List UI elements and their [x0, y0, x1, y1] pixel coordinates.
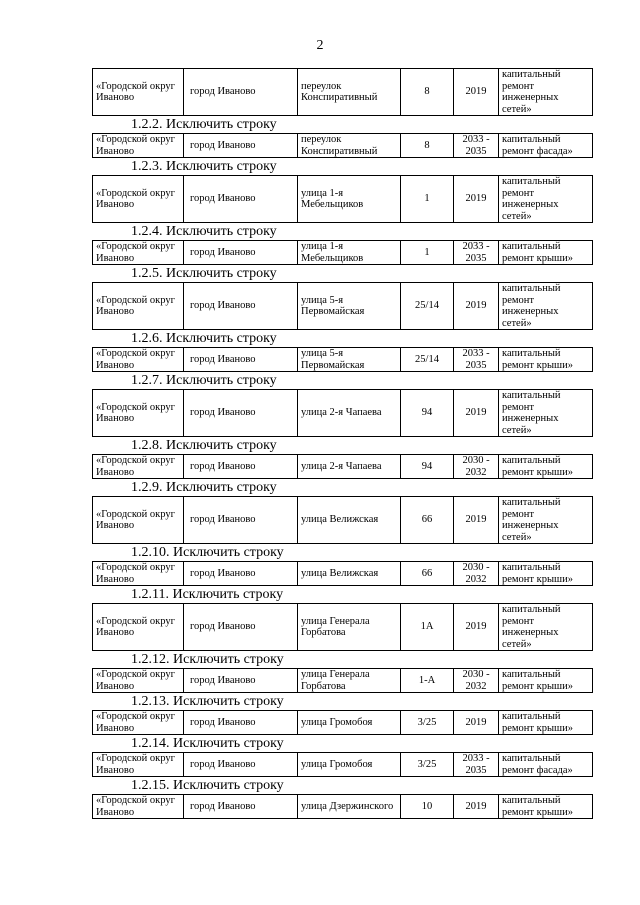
settlement-cell: город Иваново — [184, 69, 298, 116]
settlement-cell: город Иваново — [184, 390, 298, 437]
table-row — [93, 134, 593, 158]
exclude-row-instruction: 1.2.6. Исключить строку — [131, 331, 277, 346]
period-cell: 2019 — [454, 176, 499, 223]
street-cell: улица 5-я Первомайская — [298, 283, 401, 330]
address-row-table — [92, 710, 593, 735]
table-row — [93, 69, 593, 116]
work-type-cell: капитальный ремонт крыши» — [499, 711, 593, 735]
house-number-cell: 1 — [401, 241, 454, 265]
document-body — [92, 68, 580, 819]
address-row-table — [92, 561, 593, 586]
work-type-cell: капитальный ремонт инженерных сетей» — [499, 176, 593, 223]
street-cell: улица 2-я Чапаева — [298, 455, 401, 479]
settlement-cell: город Иваново — [184, 348, 298, 372]
exclude-row-instruction: 1.2.4. Исключить строку — [131, 224, 277, 239]
exclude-row-instruction: 1.2.2. Исключить строку — [131, 117, 277, 132]
table-row — [93, 283, 593, 330]
work-type-cell: капитальный ремонт инженерных сетей» — [499, 69, 593, 116]
table-row — [93, 348, 593, 372]
exclude-row-instruction: 1.2.15. Исключить строку — [131, 778, 284, 793]
settlement-cell: город Иваново — [184, 455, 298, 479]
address-row-table — [92, 496, 593, 544]
house-number-cell: 1-А — [401, 669, 454, 693]
house-number-cell: 1А — [401, 604, 454, 651]
municipality-cell: «Городской округ Иваново — [93, 241, 184, 265]
street-cell: улица Дзержинского — [298, 795, 401, 819]
work-type-cell: капитальный ремонт крыши» — [499, 241, 593, 265]
municipality-cell: «Городской округ Иваново — [93, 390, 184, 437]
municipality-cell: «Городской округ Иваново — [93, 753, 184, 777]
address-row-table — [92, 133, 593, 158]
municipality-cell: «Городской округ Иваново — [93, 669, 184, 693]
house-number-cell: 8 — [401, 134, 454, 158]
table-row — [93, 795, 593, 819]
house-number-cell: 66 — [401, 562, 454, 586]
house-number-cell: 94 — [401, 455, 454, 479]
exclude-row-instruction: 1.2.8. Исключить строку — [131, 438, 277, 453]
exclude-row-instruction: 1.2.7. Исключить строку — [131, 373, 277, 388]
settlement-cell: город Иваново — [184, 795, 298, 819]
street-cell: переулок Конспиративный — [298, 134, 401, 158]
work-type-cell: капитальный ремонт инженерных сетей» — [499, 604, 593, 651]
table-row — [93, 711, 593, 735]
house-number-cell: 3/25 — [401, 711, 454, 735]
period-cell: 2030 - 2032 — [454, 455, 499, 479]
table-row — [93, 390, 593, 437]
work-type-cell: капитальный ремонт крыши» — [499, 795, 593, 819]
address-row-table — [92, 175, 593, 223]
address-row-table — [92, 603, 593, 651]
period-cell: 2033 - 2035 — [454, 134, 499, 158]
work-type-cell: капитальный ремонт инженерных сетей» — [499, 283, 593, 330]
street-cell: улица Велижская — [298, 497, 401, 544]
address-row-table — [92, 282, 593, 330]
exclude-row-instruction: 1.2.14. Исключить строку — [131, 736, 284, 751]
settlement-cell: город Иваново — [184, 134, 298, 158]
house-number-cell: 25/14 — [401, 348, 454, 372]
address-row-table — [92, 752, 593, 777]
table-row — [93, 669, 593, 693]
address-row-table — [92, 794, 593, 819]
work-type-cell: капитальный ремонт фасада» — [499, 753, 593, 777]
settlement-cell: город Иваново — [184, 241, 298, 265]
municipality-cell: «Городской округ Иваново — [93, 711, 184, 735]
street-cell: улица 5-я Первомайская — [298, 348, 401, 372]
street-cell: улица Генерала Горбатова — [298, 669, 401, 693]
municipality-cell: «Городской округ Иваново — [93, 562, 184, 586]
exclude-row-instruction: 1.2.10. Исключить строку — [131, 545, 284, 560]
address-row-table — [92, 389, 593, 437]
house-number-cell: 66 — [401, 497, 454, 544]
period-cell: 2019 — [454, 711, 499, 735]
period-cell: 2019 — [454, 283, 499, 330]
table-row — [93, 455, 593, 479]
municipality-cell: «Городской округ Иваново — [93, 69, 184, 116]
house-number-cell: 8 — [401, 69, 454, 116]
table-row — [93, 562, 593, 586]
table-row — [93, 497, 593, 544]
address-row-table — [92, 240, 593, 265]
work-type-cell: капитальный ремонт крыши» — [499, 669, 593, 693]
period-cell: 2019 — [454, 497, 499, 544]
municipality-cell: «Городской округ Иваново — [93, 348, 184, 372]
street-cell: улица Велижская — [298, 562, 401, 586]
street-cell: улица 1-я Мебельщиков — [298, 176, 401, 223]
address-row-table — [92, 454, 593, 479]
settlement-cell: город Иваново — [184, 562, 298, 586]
municipality-cell: «Городской округ Иваново — [93, 283, 184, 330]
municipality-cell: «Городской округ Иваново — [93, 455, 184, 479]
street-cell: улица Громобоя — [298, 753, 401, 777]
municipality-cell: «Городской округ Иваново — [93, 604, 184, 651]
settlement-cell: город Иваново — [184, 669, 298, 693]
settlement-cell: город Иваново — [184, 604, 298, 651]
municipality-cell: «Городской округ Иваново — [93, 176, 184, 223]
table-row — [93, 753, 593, 777]
period-cell: 2033 - 2035 — [454, 241, 499, 265]
house-number-cell: 25/14 — [401, 283, 454, 330]
street-cell: улица 2-я Чапаева — [298, 390, 401, 437]
period-cell: 2019 — [454, 795, 499, 819]
exclude-row-instruction: 1.2.12. Исключить строку — [131, 652, 284, 667]
exclude-row-instruction: 1.2.5. Исключить строку — [131, 266, 277, 281]
period-cell: 2033 - 2035 — [454, 348, 499, 372]
work-type-cell: капитальный ремонт крыши» — [499, 348, 593, 372]
work-type-cell: капитальный ремонт крыши» — [499, 455, 593, 479]
page-number: 2 — [316, 38, 324, 53]
address-row-table — [92, 668, 593, 693]
house-number-cell: 94 — [401, 390, 454, 437]
street-cell: улица Генерала Горбатова — [298, 604, 401, 651]
municipality-cell: «Городской округ Иваново — [93, 134, 184, 158]
work-type-cell: капитальный ремонт инженерных сетей» — [499, 497, 593, 544]
municipality-cell: «Городской округ Иваново — [93, 795, 184, 819]
settlement-cell: город Иваново — [184, 283, 298, 330]
street-cell: переулок Конспиративный — [298, 69, 401, 116]
period-cell: 2019 — [454, 390, 499, 437]
work-type-cell: капитальный ремонт крыши» — [499, 562, 593, 586]
settlement-cell: город Иваново — [184, 176, 298, 223]
house-number-cell: 10 — [401, 795, 454, 819]
municipality-cell: «Городской округ Иваново — [93, 497, 184, 544]
settlement-cell: город Иваново — [184, 711, 298, 735]
period-cell: 2033 - 2035 — [454, 753, 499, 777]
house-number-cell: 3/25 — [401, 753, 454, 777]
house-number-cell: 1 — [401, 176, 454, 223]
table-row — [93, 604, 593, 651]
exclude-row-instruction: 1.2.13. Исключить строку — [131, 694, 284, 709]
period-cell: 2019 — [454, 604, 499, 651]
street-cell: улица 1-я Мебельщиков — [298, 241, 401, 265]
period-cell: 2030 - 2032 — [454, 562, 499, 586]
street-cell: улица Громобоя — [298, 711, 401, 735]
period-cell: 2019 — [454, 69, 499, 116]
work-type-cell: капитальный ремонт фасада» — [499, 134, 593, 158]
settlement-cell: город Иваново — [184, 753, 298, 777]
work-type-cell: капитальный ремонт инженерных сетей» — [499, 390, 593, 437]
table-row — [93, 176, 593, 223]
settlement-cell: город Иваново — [184, 497, 298, 544]
table-row — [93, 241, 593, 265]
address-row-table — [92, 68, 593, 116]
exclude-row-instruction: 1.2.3. Исключить строку — [131, 159, 277, 174]
exclude-row-instruction: 1.2.11. Исключить строку — [131, 587, 284, 602]
address-row-table — [92, 347, 593, 372]
period-cell: 2030 - 2032 — [454, 669, 499, 693]
exclude-row-instruction: 1.2.9. Исключить строку — [131, 480, 277, 495]
